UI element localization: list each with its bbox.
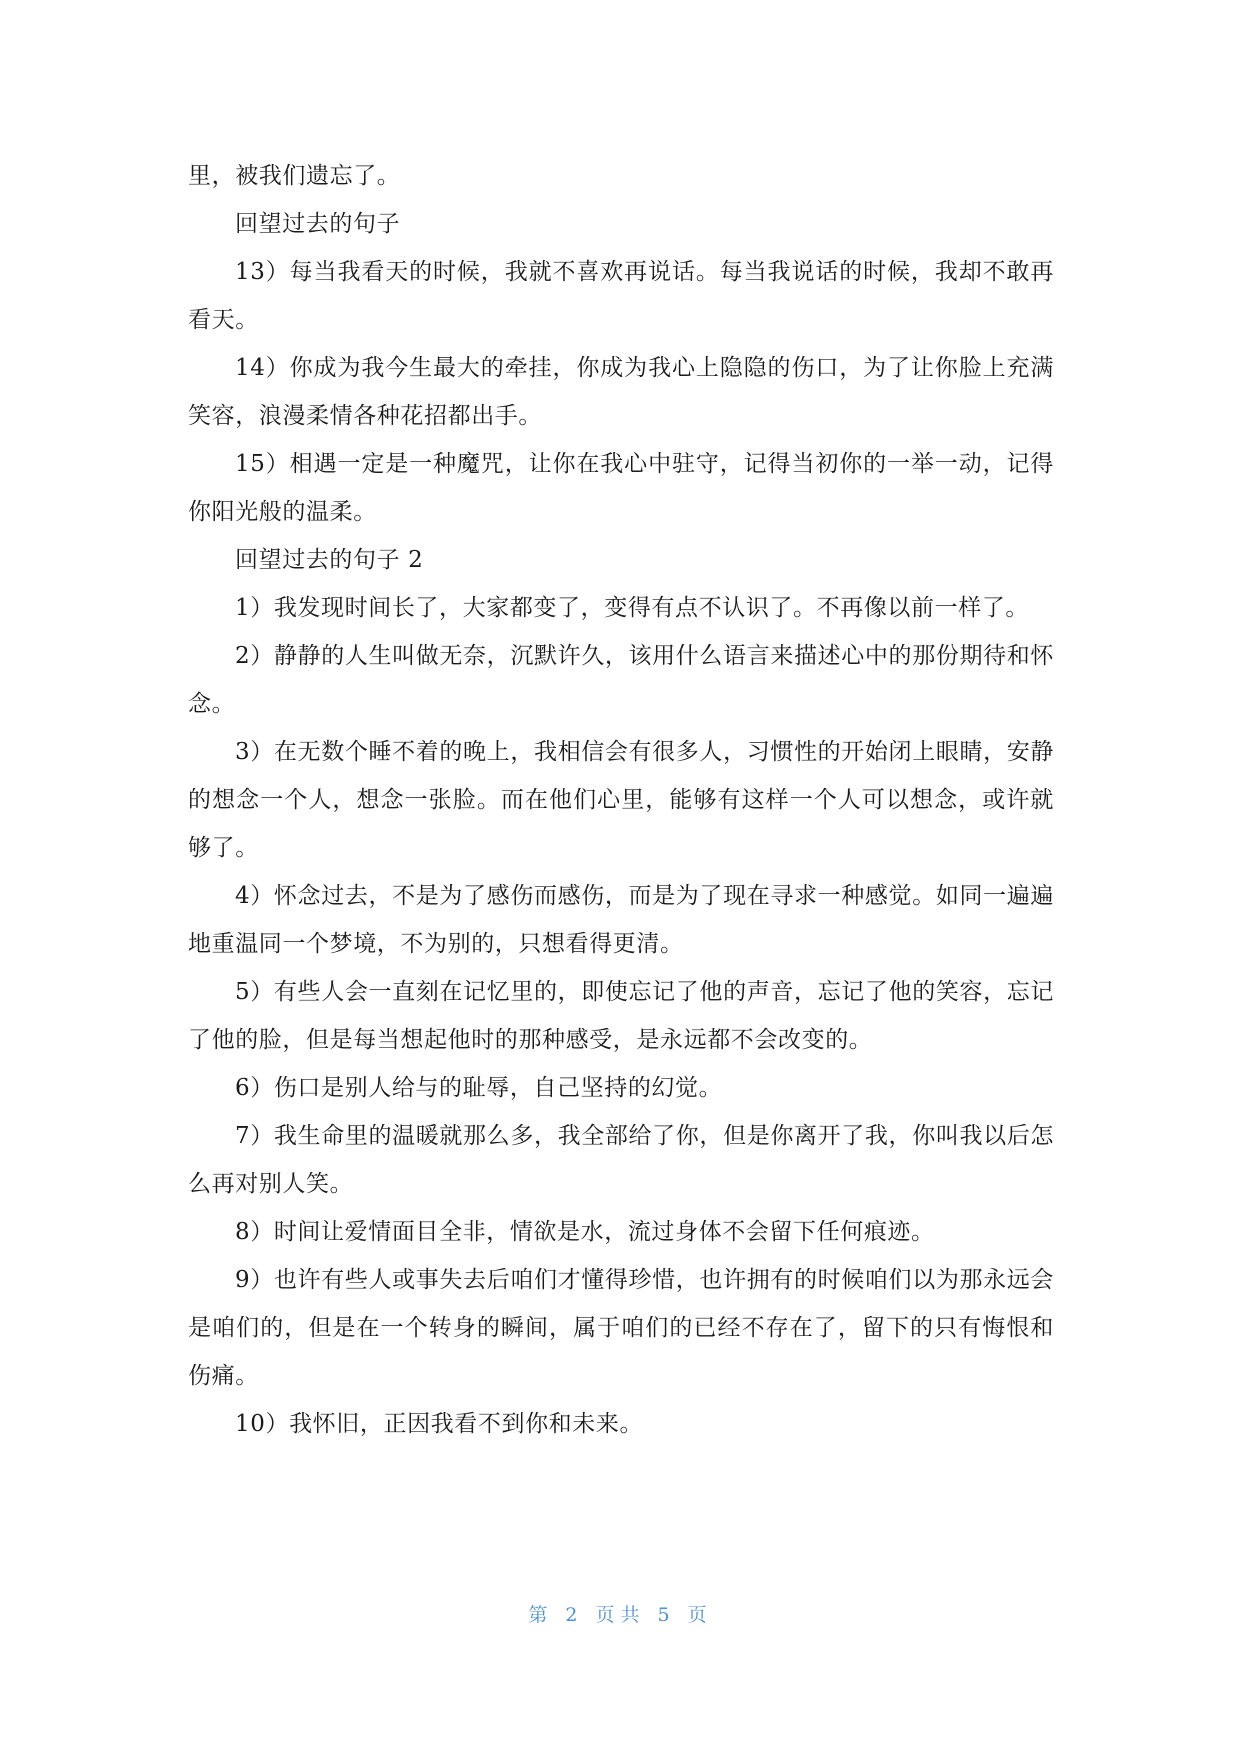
paragraph: 15）相遇一定是一种魔咒，让你在我心中驻守，记得当初你的一举一动，记得你阳光般的温柔。 <box>188 451 1054 525</box>
footer-total-pages: 5 <box>657 1604 676 1626</box>
paragraph: 10）我怀旧，正因我看不到你和未来。 <box>235 1411 644 1437</box>
paragraph: 7）我生命里的温暖就那么多，我全部给了你，但是你离开了我，你叫我以后怎么再对别人笑。 <box>188 1123 1054 1197</box>
paragraph: 2）静静的人生叫做无奈，沉默许久，该用什么语言来描述心中的那份期待和怀念。 <box>188 643 1054 717</box>
paragraph: 13）每当我看天的时候，我就不喜欢再说话。每当我说话的时候，我却不敢再看天。 <box>188 259 1054 333</box>
paragraph: 14）你成为我今生最大的牵挂，你成为我心上隐隐的伤口，为了让你脸上充满笑容，浪漫柔情各种花招都出手。 <box>188 355 1054 429</box>
footer-middle: 页共 <box>595 1604 646 1626</box>
footer-suffix: 页 <box>687 1604 713 1626</box>
section-heading: 回望过去的句子 2 <box>235 547 424 573</box>
paragraph: 1）我发现时间长了，大家都变了，变得有点不认识了。不再像以前一样了。 <box>235 595 1030 621</box>
paragraph: 5）有些人会一直刻在记忆里的，即使忘记了他的声音，忘记了他的笑容，忘记了他的脸，但是每当想起他时的那种感受，是永远都不会改变的。 <box>188 979 1054 1053</box>
footer-current-page: 2 <box>565 1604 584 1626</box>
paragraph: 里，被我们遗忘了。 <box>188 163 401 189</box>
footer-prefix: 第 <box>528 1604 554 1626</box>
section-heading: 回望过去的句子 <box>235 211 401 237</box>
document-body <box>188 152 1054 1448</box>
paragraph: 6）伤口是别人给与的耻辱，自己坚持的幻觉。 <box>235 1075 723 1101</box>
paragraph: 4）怀念过去，不是为了感伤而感伤，而是为了现在寻求一种感觉。如同一遍遍地重温同一个梦境，不为别的，只想看得更清。 <box>188 883 1054 957</box>
paragraph: 9）也许有些人或事失去后咱们才懂得珍惜，也许拥有的时候咱们以为那永远会是咱们的，但是在一个转身的瞬间，属于咱们的已经不存在了，留下的只有悔恨和伤痛。 <box>188 1267 1054 1389</box>
paragraph: 3）在无数个睡不着的晚上，我相信会有很多人，习惯性的开始闭上眼睛，安静的想念一个人，想念一张脸。而在他们心里，能够有这样一个人可以想念，或许就够了。 <box>188 739 1054 861</box>
paragraph: 8）时间让爱情面目全非，情欲是水，流过身体不会留下任何痕迹。 <box>235 1219 935 1245</box>
page-footer <box>0 1600 1241 1627</box>
